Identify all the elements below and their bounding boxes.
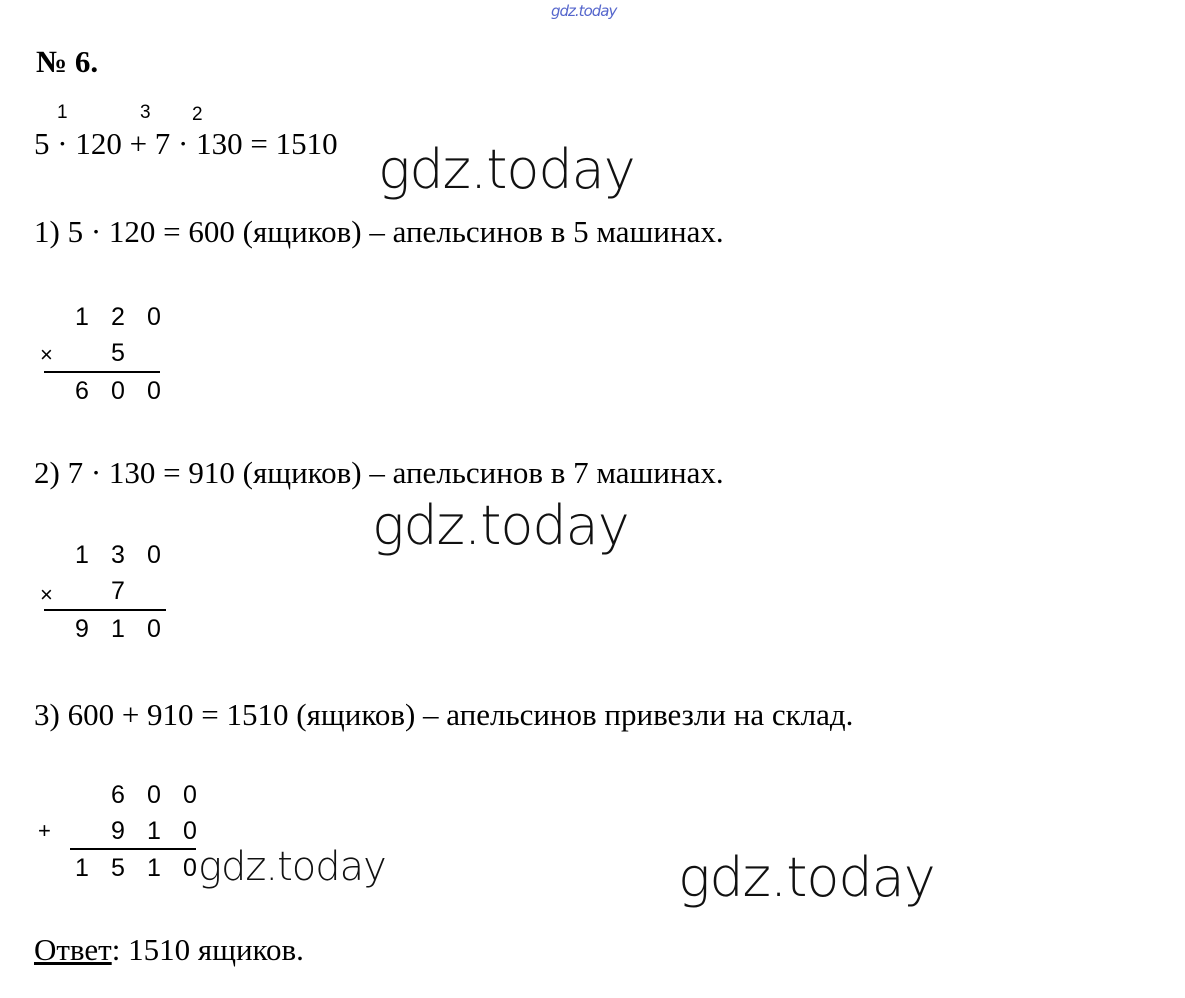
answer-label: Ответ bbox=[34, 932, 112, 967]
digit: 6 bbox=[75, 377, 89, 405]
digit: 0 bbox=[183, 854, 197, 882]
column-2-line bbox=[44, 609, 166, 611]
order-mark-1: 1 bbox=[57, 102, 68, 123]
digit: 9 bbox=[75, 615, 89, 643]
answer bbox=[34, 932, 304, 968]
digit: 1 bbox=[75, 854, 89, 882]
column-3-bottom bbox=[100, 816, 208, 846]
column-2-result bbox=[64, 614, 172, 644]
column-3-line bbox=[70, 848, 196, 850]
step-1: 1) 5 · 120 = 600 (ящиков) – апельсинов в 5 машинах. bbox=[34, 214, 724, 249]
digit: 9 bbox=[111, 817, 125, 845]
watermark-2: gdz.today bbox=[372, 494, 629, 557]
column-1-operator: × bbox=[40, 342, 53, 367]
task-number: № 6. bbox=[36, 44, 99, 79]
digit: 7 bbox=[111, 577, 125, 605]
digit: 1 bbox=[147, 817, 161, 845]
digit: 1 bbox=[147, 854, 161, 882]
digit: 5 bbox=[111, 339, 125, 367]
task-expression: 5 · 120 + 7 · 130 = 1510 bbox=[34, 126, 338, 161]
answer-text: : 1510 ящиков. bbox=[111, 932, 304, 967]
column-2-operator: × bbox=[40, 582, 53, 607]
digit: 1 bbox=[75, 303, 89, 331]
order-mark-2: 2 bbox=[192, 104, 203, 125]
digit: 0 bbox=[147, 377, 161, 405]
column-2-bottom bbox=[100, 576, 136, 606]
digit: 0 bbox=[183, 817, 197, 845]
order-mark-3: 3 bbox=[140, 102, 151, 123]
column-1-line bbox=[44, 371, 160, 373]
column-3-result bbox=[64, 853, 208, 883]
step-2: 2) 7 · 130 = 910 (ящиков) – апельсинов в 7 машинах. bbox=[34, 455, 724, 490]
digit: 1 bbox=[111, 615, 125, 643]
digit: 2 bbox=[111, 303, 125, 331]
column-1-top bbox=[64, 302, 172, 332]
watermark-top: gdz.today bbox=[551, 2, 617, 20]
digit: 0 bbox=[147, 541, 161, 569]
column-3-operator: + bbox=[38, 818, 51, 843]
digit: 3 bbox=[111, 541, 125, 569]
digit: 5 bbox=[111, 854, 125, 882]
digit: 0 bbox=[183, 781, 197, 809]
step-3: 3) 600 + 910 = 1510 (ящиков) – апельсинов привезли на склад. bbox=[34, 697, 854, 732]
digit: 0 bbox=[147, 781, 161, 809]
column-3-top bbox=[100, 780, 208, 810]
digit: 0 bbox=[147, 303, 161, 331]
digit: 0 bbox=[147, 615, 161, 643]
column-1-bottom bbox=[100, 338, 136, 368]
digit: 1 bbox=[75, 541, 89, 569]
column-2-top bbox=[64, 540, 172, 570]
watermark-3: gdz.today bbox=[198, 844, 386, 890]
column-1-result bbox=[64, 376, 172, 406]
digit: 6 bbox=[111, 781, 125, 809]
watermark-4: gdz.today bbox=[678, 846, 935, 909]
watermark-1: gdz.today bbox=[378, 138, 635, 201]
digit: 0 bbox=[111, 377, 125, 405]
